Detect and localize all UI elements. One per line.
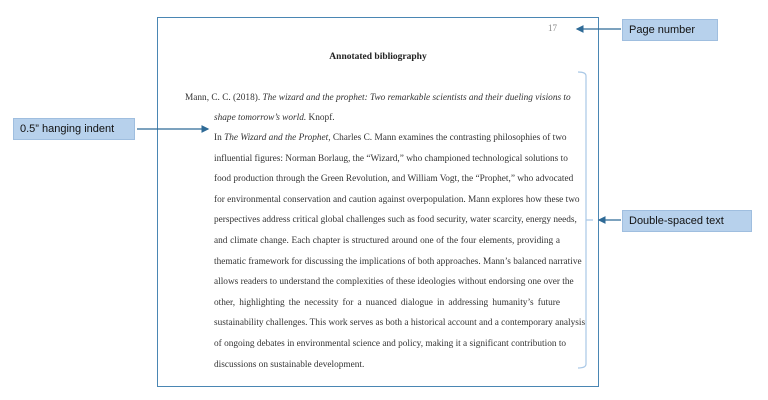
callout-page-number: Page number — [622, 19, 718, 41]
citation-author: Mann, C. C. (2018). — [185, 93, 263, 103]
citation-title: The wizard and the prophet: Two remarkable scientists and their dueling visions to — [262, 93, 571, 103]
annotation-line: and climate change. Each chapter is structured around one of the four elements, providing a — [214, 236, 560, 246]
annotation-line: for environmental conservation and caution against overpopulation. Mann explores how these two — [214, 194, 580, 205]
annotation-line: influential figures: Norman Borlaug, the “Wizard,” who championed technological solutions to — [214, 153, 568, 164]
annotation-line: sustainability challenges. This work serves as both a historical account and a contemporary analysis — [214, 318, 586, 329]
text: , Charles C. Mann examines the contrasting philosophies of two — [328, 133, 567, 143]
bracket — [578, 72, 593, 368]
annotation-line: of ongoing debates in environmental science and policy, making it a significant contribution to — [214, 339, 567, 349]
page-title: Annotated bibliography — [329, 52, 427, 62]
text: In — [214, 133, 225, 143]
annotation-line: perspectives address critical global challenges such as food security, water scarcity, energy needs, — [214, 215, 577, 226]
book-title: The Wizard and the Prophet — [224, 133, 329, 143]
annotation-line: thematic framework for discussing the implications of both approaches. Mann’s balanced narrative — [214, 256, 582, 267]
annotation-line: discussions on sustainable development. — [214, 359, 365, 370]
callout-hanging-indent: 0.5” hanging indent — [13, 118, 135, 140]
citation-title-cont: shape tomorrow’s world. — [214, 113, 307, 123]
callout-double-spaced: Double-spaced text — [622, 210, 752, 232]
citation-publisher: Knopf. — [306, 113, 335, 123]
annotation-line: food production through the Green Revolution, and William Vogt, the “Prophet,” who advocated — [214, 174, 574, 185]
page-number: 17 — [548, 23, 557, 33]
annotation-line: allows readers to understand the complexities of these ideologies without endorsing one over the — [214, 277, 574, 288]
annotation-line: other, highlighting the necessity for a nuanced dialogue in addressing humanity’s future — [214, 297, 560, 308]
